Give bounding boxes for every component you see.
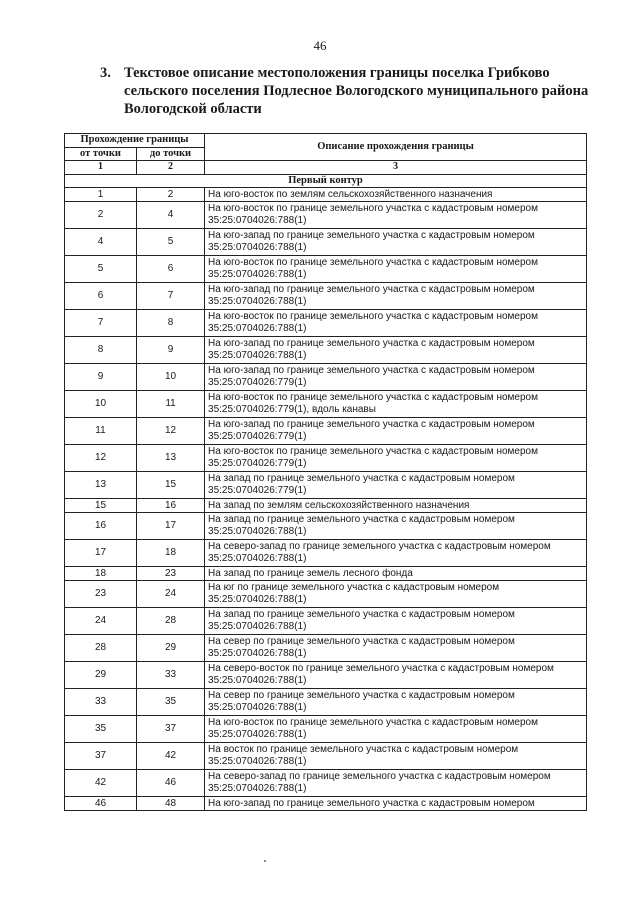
from-point-cell: 23 xyxy=(65,581,137,608)
from-point-cell: 35 xyxy=(65,716,137,743)
table-row xyxy=(65,229,587,256)
description-cell: На юго-запад по границе земельного участка с кадастровым номером 35:25:0704026:779(1) xyxy=(205,364,587,391)
to-point-cell: 11 xyxy=(137,391,205,418)
description-cell: На юго-запад по границе земельного участка с кадастровым номером 35:25:0704026:788(1) xyxy=(205,229,587,256)
to-point-cell: 35 xyxy=(137,689,205,716)
from-point-cell: 24 xyxy=(65,608,137,635)
from-point-cell: 10 xyxy=(65,391,137,418)
from-point-cell: 2 xyxy=(65,202,137,229)
description-cell: На юго-запад по границе земельного участка с кадастровым номером 35:25:0704026:779(1) xyxy=(205,418,587,445)
column-number-1: 1 xyxy=(65,161,137,175)
from-point-cell: 7 xyxy=(65,310,137,337)
from-point-cell: 37 xyxy=(65,743,137,770)
description-cell: На юго-запад по границе земельного участка с кадастровым номером xyxy=(205,797,587,811)
table-row xyxy=(65,608,587,635)
column-number-3: 3 xyxy=(205,161,587,175)
from-point-cell: 46 xyxy=(65,797,137,811)
description-cell: На север по границе земельного участка с кадастровым номером 35:25:0704026:788(1) xyxy=(205,635,587,662)
to-point-cell: 9 xyxy=(137,337,205,364)
description-cell: На юго-запад по границе земельного участка с кадастровым номером 35:25:0704026:788(1) xyxy=(205,337,587,364)
to-point-cell: 37 xyxy=(137,716,205,743)
description-cell: На юго-восток по границе земельного участка с кадастровым номером 35:25:0704026:788(1) xyxy=(205,716,587,743)
header-to-point: до точки xyxy=(137,147,205,161)
to-point-cell: 28 xyxy=(137,608,205,635)
from-point-cell: 13 xyxy=(65,472,137,499)
table-row xyxy=(65,635,587,662)
from-point-cell: 11 xyxy=(65,418,137,445)
heading-text: Текстовое описание местоположения границы поселка Грибково сельского поселения Подлесное Вологодского муниципального района Вологодской области xyxy=(124,65,589,117)
description-cell: На юго-запад по границе земельного участка с кадастровым номером 35:25:0704026:788(1) xyxy=(205,283,587,310)
description-cell: На запад по границе земельного участка с кадастровым номером 35:25:0704026:779(1) xyxy=(205,472,587,499)
table-row xyxy=(65,202,587,229)
table-row xyxy=(65,743,587,770)
description-cell: На север по границе земельного участка с кадастровым номером 35:25:0704026:788(1) xyxy=(205,689,587,716)
column-number-2: 2 xyxy=(137,161,205,175)
to-point-cell: 13 xyxy=(137,445,205,472)
header-from-point: от точки xyxy=(65,147,137,161)
to-point-cell: 23 xyxy=(137,567,205,581)
description-cell: На юго-восток по границе земельного участка с кадастровым номером 35:25:0704026:779(1) xyxy=(205,445,587,472)
from-point-cell: 28 xyxy=(65,635,137,662)
description-cell: На северо-запад по границе земельного участка с кадастровым номером 35:25:0704026:788(1) xyxy=(205,770,587,797)
to-point-cell: 42 xyxy=(137,743,205,770)
table-body xyxy=(65,188,587,811)
table-row xyxy=(65,337,587,364)
table-row xyxy=(65,581,587,608)
from-point-cell: 12 xyxy=(65,445,137,472)
heading-number: 3. xyxy=(100,65,111,81)
boundary-table xyxy=(64,133,587,811)
to-point-cell: 5 xyxy=(137,229,205,256)
to-point-cell: 6 xyxy=(137,256,205,283)
description-cell: На запад по границе земельного участка с кадастровым номером 35:25:0704026:788(1) xyxy=(205,513,587,540)
table-row xyxy=(65,256,587,283)
to-point-cell: 2 xyxy=(137,188,205,202)
to-point-cell: 8 xyxy=(137,310,205,337)
from-point-cell: 8 xyxy=(65,337,137,364)
to-point-cell: 7 xyxy=(137,283,205,310)
table-row xyxy=(65,716,587,743)
to-point-cell: 46 xyxy=(137,770,205,797)
table-row xyxy=(65,689,587,716)
table-head xyxy=(65,134,587,188)
from-point-cell: 4 xyxy=(65,229,137,256)
from-point-cell: 9 xyxy=(65,364,137,391)
table-row xyxy=(65,445,587,472)
table-row xyxy=(65,472,587,499)
description-cell: На юго-восток по границе земельного участка с кадастровым номером 35:25:0704026:788(1) xyxy=(205,310,587,337)
description-cell: На юго-восток по землям сельскохозяйственного назначения xyxy=(205,188,587,202)
to-point-cell: 29 xyxy=(137,635,205,662)
from-point-cell: 16 xyxy=(65,513,137,540)
description-cell: На юг по границе земельного участка с кадастровым номером 35:25:0704026:788(1) xyxy=(205,581,587,608)
from-point-cell: 6 xyxy=(65,283,137,310)
to-point-cell: 24 xyxy=(137,581,205,608)
table-row xyxy=(65,797,587,811)
header-group-label: Прохождение границы xyxy=(65,134,205,148)
from-point-cell: 5 xyxy=(65,256,137,283)
table-row xyxy=(65,513,587,540)
section-heading xyxy=(100,64,600,118)
page-number: 46 xyxy=(313,38,327,53)
from-point-cell: 17 xyxy=(65,540,137,567)
to-point-cell: 15 xyxy=(137,472,205,499)
description-cell: На юго-восток по границе земельного участка с кадастровым номером 35:25:0704026:788(1) xyxy=(205,202,587,229)
from-point-cell: 29 xyxy=(65,662,137,689)
table-row xyxy=(65,283,587,310)
boundary-table-container xyxy=(64,133,586,811)
from-point-cell: 18 xyxy=(65,567,137,581)
table-row xyxy=(65,391,587,418)
to-point-cell: 16 xyxy=(137,499,205,513)
header-description: Описание прохождения границы xyxy=(205,134,587,161)
description-cell: На юго-восток по границе земельного участка с кадастровым номером 35:25:0704026:779(1), вдоль канавы xyxy=(205,391,587,418)
to-point-cell: 12 xyxy=(137,418,205,445)
to-point-cell: 33 xyxy=(137,662,205,689)
to-point-cell: 4 xyxy=(137,202,205,229)
table-row xyxy=(65,770,587,797)
from-point-cell: 42 xyxy=(65,770,137,797)
description-cell: На северо-запад по границе земельного участка с кадастровым номером 35:25:0704026:788(1) xyxy=(205,540,587,567)
description-cell: На юго-восток по границе земельного участка с кадастровым номером 35:25:0704026:788(1) xyxy=(205,256,587,283)
table-row xyxy=(65,540,587,567)
table-row xyxy=(65,418,587,445)
from-point-cell: 15 xyxy=(65,499,137,513)
description-cell: На восток по границе земельного участка с кадастровым номером 35:25:0704026:788(1) xyxy=(205,743,587,770)
to-point-cell: 48 xyxy=(137,797,205,811)
table-row xyxy=(65,662,587,689)
from-point-cell: 33 xyxy=(65,689,137,716)
from-point-cell: 1 xyxy=(65,188,137,202)
description-cell: На северо-восток по границе земельного участка с кадастровым номером 35:25:0704026:788(1) xyxy=(205,662,587,689)
table-row xyxy=(65,567,587,581)
section-title: Первый контур xyxy=(65,174,587,188)
description-cell: На запад по границе земельного участка с кадастровым номером 35:25:0704026:788(1) xyxy=(205,608,587,635)
to-point-cell: 17 xyxy=(137,513,205,540)
table-row xyxy=(65,188,587,202)
table-row xyxy=(65,364,587,391)
to-point-cell: 18 xyxy=(137,540,205,567)
table-row xyxy=(65,310,587,337)
scan-speck xyxy=(264,860,266,862)
description-cell: На запад по землям сельскохозяйственного назначения xyxy=(205,499,587,513)
description-cell: На запад по границе земель лесного фонда xyxy=(205,567,587,581)
to-point-cell: 10 xyxy=(137,364,205,391)
table-row xyxy=(65,499,587,513)
